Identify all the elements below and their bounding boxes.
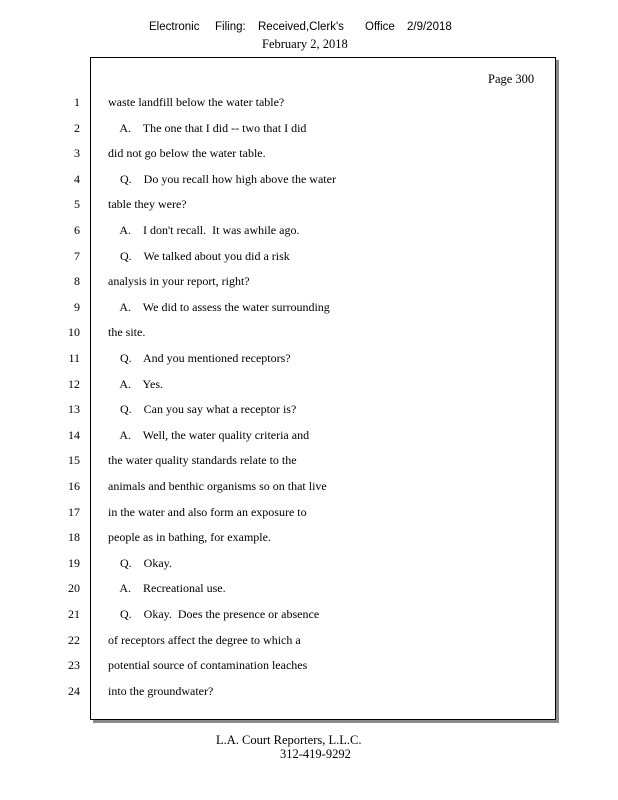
line-text: A. The one that I did -- two that I did bbox=[108, 121, 307, 135]
line-number: 4 bbox=[74, 172, 80, 186]
line-text: of receptors affect the degree to which a bbox=[108, 633, 301, 647]
line-text: table they were? bbox=[108, 197, 187, 211]
line-text: Q. Okay. Does the presence or absence bbox=[108, 607, 320, 621]
line-text: into the groundwater? bbox=[108, 684, 214, 698]
filing-stamp-filing: Filing: bbox=[215, 21, 246, 33]
line-text: A. We did to assess the water surrounding bbox=[108, 300, 330, 314]
line-number: 8 bbox=[74, 274, 80, 288]
line-number: 22 bbox=[68, 633, 80, 647]
line-number: 3 bbox=[74, 146, 80, 160]
line-number: 6 bbox=[74, 223, 80, 237]
filing-stamp-electronic: Electronic bbox=[149, 21, 200, 33]
line-text: people as in bathing, for example. bbox=[108, 530, 271, 544]
page-number: Page 300 bbox=[488, 72, 535, 86]
line-text: the site. bbox=[108, 325, 146, 339]
line-text: animals and benthic organisms so on that live bbox=[108, 479, 327, 493]
line-number: 23 bbox=[68, 658, 80, 672]
line-text: A. Yes. bbox=[108, 377, 164, 391]
line-number: 12 bbox=[68, 377, 80, 391]
line-number: 15 bbox=[68, 453, 80, 467]
line-number: 14 bbox=[68, 428, 80, 442]
line-number: 21 bbox=[68, 607, 80, 621]
line-number: 10 bbox=[68, 325, 80, 339]
line-text: Q. We talked about you did a risk bbox=[108, 249, 290, 263]
line-number: 20 bbox=[68, 581, 80, 595]
line-text: A. Recreational use. bbox=[108, 581, 226, 595]
line-text: did not go below the water table. bbox=[108, 146, 266, 160]
footer-company: L.A. Court Reporters, L.L.C. bbox=[216, 733, 362, 747]
line-number: 2 bbox=[74, 121, 80, 135]
line-number: 13 bbox=[68, 402, 80, 416]
line-text: Q. Do you recall how high above the water bbox=[108, 172, 336, 186]
line-text: Q. Okay. bbox=[108, 556, 172, 570]
line-number: 9 bbox=[74, 300, 80, 314]
filing-stamp-office: Office bbox=[365, 21, 395, 33]
line-text: waste landfill below the water table? bbox=[108, 95, 285, 109]
line-text: Q. And you mentioned receptors? bbox=[108, 351, 291, 365]
line-number: 17 bbox=[68, 505, 80, 519]
line-text: analysis in your report, right? bbox=[108, 274, 250, 288]
line-number: 19 bbox=[68, 556, 80, 570]
transcript-date: February 2, 2018 bbox=[262, 37, 348, 51]
line-number: 11 bbox=[68, 351, 80, 365]
line-text: Q. Can you say what a receptor is? bbox=[108, 402, 297, 416]
line-text: the water quality standards relate to the bbox=[108, 453, 297, 467]
line-number: 5 bbox=[74, 197, 80, 211]
footer-phone: 312-419-9292 bbox=[280, 747, 351, 761]
line-text: A. I don't recall. It was awhile ago. bbox=[108, 223, 300, 237]
line-number: 7 bbox=[74, 249, 80, 263]
line-text: A. Well, the water quality criteria and bbox=[108, 428, 310, 442]
line-text: potential source of contamination leaches bbox=[108, 658, 308, 672]
filing-stamp-received: Received,Clerk's bbox=[258, 21, 344, 33]
line-text: in the water and also form an exposure to bbox=[108, 505, 307, 519]
line-number: 24 bbox=[68, 684, 80, 698]
line-number: 1 bbox=[74, 95, 80, 109]
line-number: 16 bbox=[68, 479, 80, 493]
line-number: 18 bbox=[68, 530, 80, 544]
filing-stamp-date: 2/9/2018 bbox=[407, 21, 452, 33]
